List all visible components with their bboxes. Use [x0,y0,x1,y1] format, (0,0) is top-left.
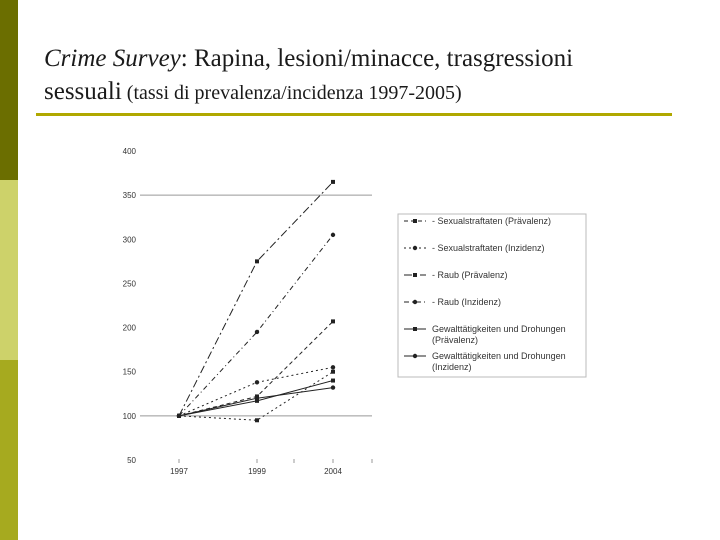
legend-label: Gewalttätigkeiten und Drohungen [432,351,566,361]
legend-label: - Raub (Prävalenz) [432,270,508,280]
legend-label: - Raub (Inzidenz) [432,297,502,307]
y-tick-label: 50 [127,456,136,465]
y-tick-label: 400 [122,147,136,156]
data-point [331,319,335,323]
y-tick-label: 250 [122,279,136,289]
data-point [177,414,181,418]
title-rest: : Rapina, lesioni/minacce, trasgressioni [180,45,574,72]
slide-title [44,42,704,111]
line-chart [90,140,600,485]
y-tick-label: 200 [122,323,136,333]
legend-marker [413,354,417,358]
title-line-2 [44,75,704,111]
x-tick-label: 2004 [324,467,342,476]
legend-marker [413,219,417,223]
title-underline [36,113,672,116]
data-point [255,259,259,263]
legend-label-continued: (Inzidenz) [432,362,472,372]
data-point [255,330,259,334]
data-point [255,396,259,400]
data-point [255,380,259,384]
x-tick-label: 1997 [170,467,188,476]
y-tick-label: 300 [122,235,136,245]
y-tick-label: 150 [122,367,136,377]
legend-marker [413,246,417,250]
decor-bar-middle [0,180,18,360]
data-point [255,418,259,422]
series-line [179,367,333,416]
decor-bar-bottom [0,360,18,540]
data-point [331,180,335,184]
title-line-1 [44,42,704,75]
title-italic: Crime Survey [44,45,181,72]
title-line2-small: (tassi di prevalenza/incidenza 1997-2005) [121,82,462,104]
data-point [331,385,335,389]
y-tick-label: 350 [122,191,136,201]
legend-label: - Sexualstraftaten (Prävalenz) [432,216,552,226]
data-point [331,370,335,374]
legend-label: Gewalttätigkeiten und Drohungen [432,324,566,334]
data-point [331,233,335,237]
legend-marker [413,300,417,304]
legend-marker [413,327,417,331]
legend-marker [413,273,417,277]
legend-label-continued: (Prävalenz) [432,335,479,345]
data-point [331,379,335,383]
decor-bar-top [0,0,18,180]
y-tick-label: 100 [122,411,136,421]
data-point [331,365,335,369]
legend-label: - Sexualstraftaten (Inzidenz) [432,243,545,253]
title-line2-big: sessuali [44,78,122,105]
x-tick-label: 1999 [248,467,266,476]
